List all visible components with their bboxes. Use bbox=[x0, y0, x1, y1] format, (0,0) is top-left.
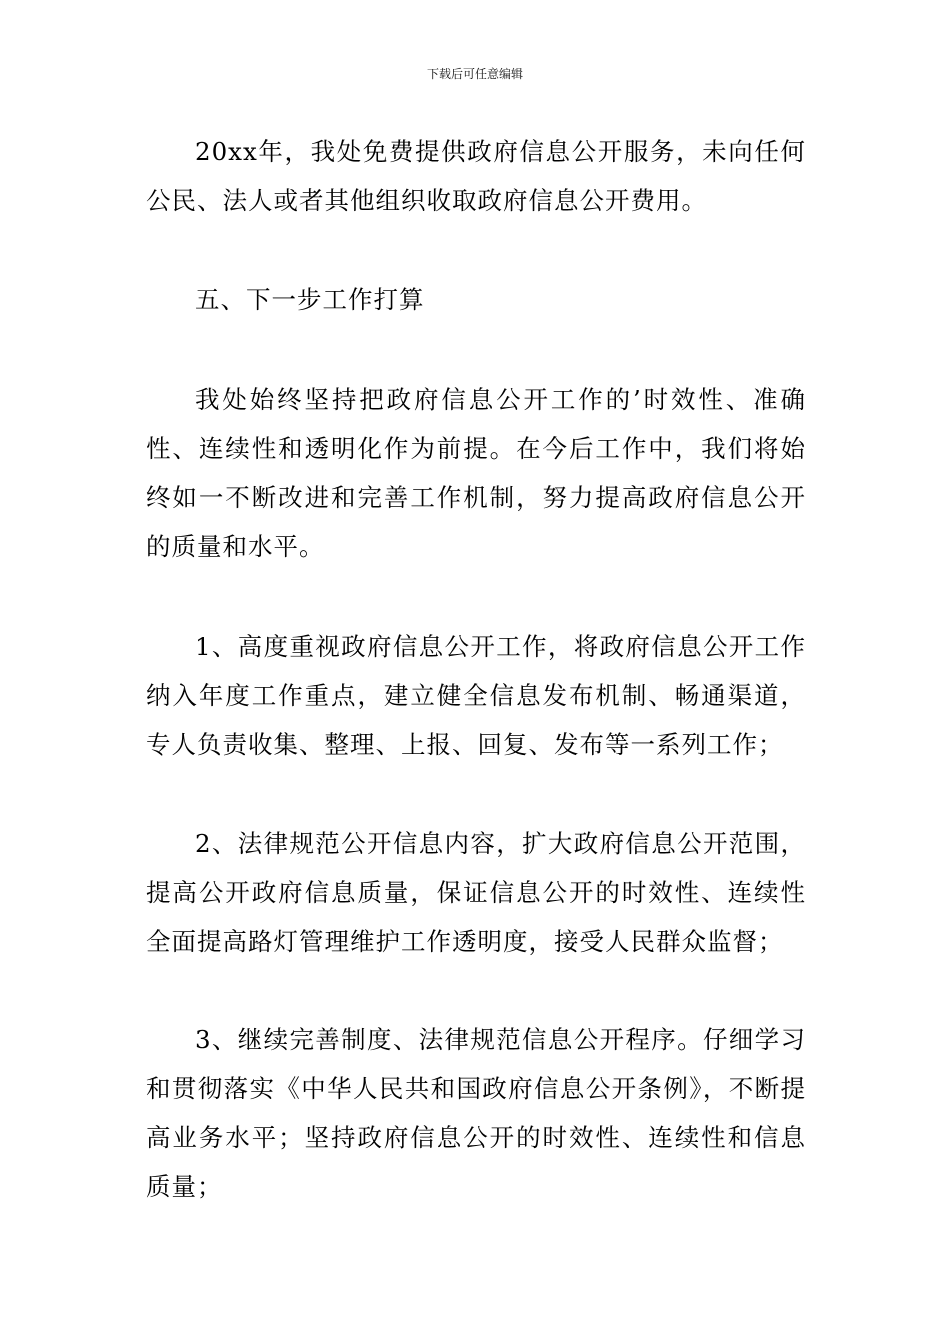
paragraph-item-2: 2、法律规范公开信息内容，扩大政府信息公开范围，提高公开政府信息质量，保证信息公开的时效性、连续性全面提高路灯管理维护工作透明度，接受人民群众监督； bbox=[146, 829, 806, 956]
section-heading-next-steps: 五、下一步工作打算 bbox=[195, 285, 425, 314]
paragraph-fee-statement: 20xx年，我处免费提供政府信息公开服务，未向任何公民、法人或者其他组织收取政府信息公开费用。 bbox=[146, 137, 806, 215]
paragraph-item-3: 3、继续完善制度、法律规范信息公开程序。仔细学习和贯彻落实《中华人民共和国政府信息公开条例》，不断提高业务水平；坚持政府信息公开的时效性、连续性和信息质量； bbox=[146, 1025, 806, 1201]
paragraph-item-1: 1、高度重视政府信息公开工作，将政府信息公开工作纳入年度工作重点，建立健全信息发布机制、畅通渠道，专人负责收集、整理、上报、回复、发布等一系列工作； bbox=[146, 632, 806, 759]
paragraph-work-principles: 我处始终坚持把政府信息公开工作的’时效性、准确性、连续性和透明化作为前提。在今后工作中，我们将始终如一不断改进和完善工作机制，努力提高政府信息公开的质量和水平。 bbox=[146, 385, 806, 561]
page-header-note: 下载后可任意编辑 bbox=[426, 67, 523, 81]
